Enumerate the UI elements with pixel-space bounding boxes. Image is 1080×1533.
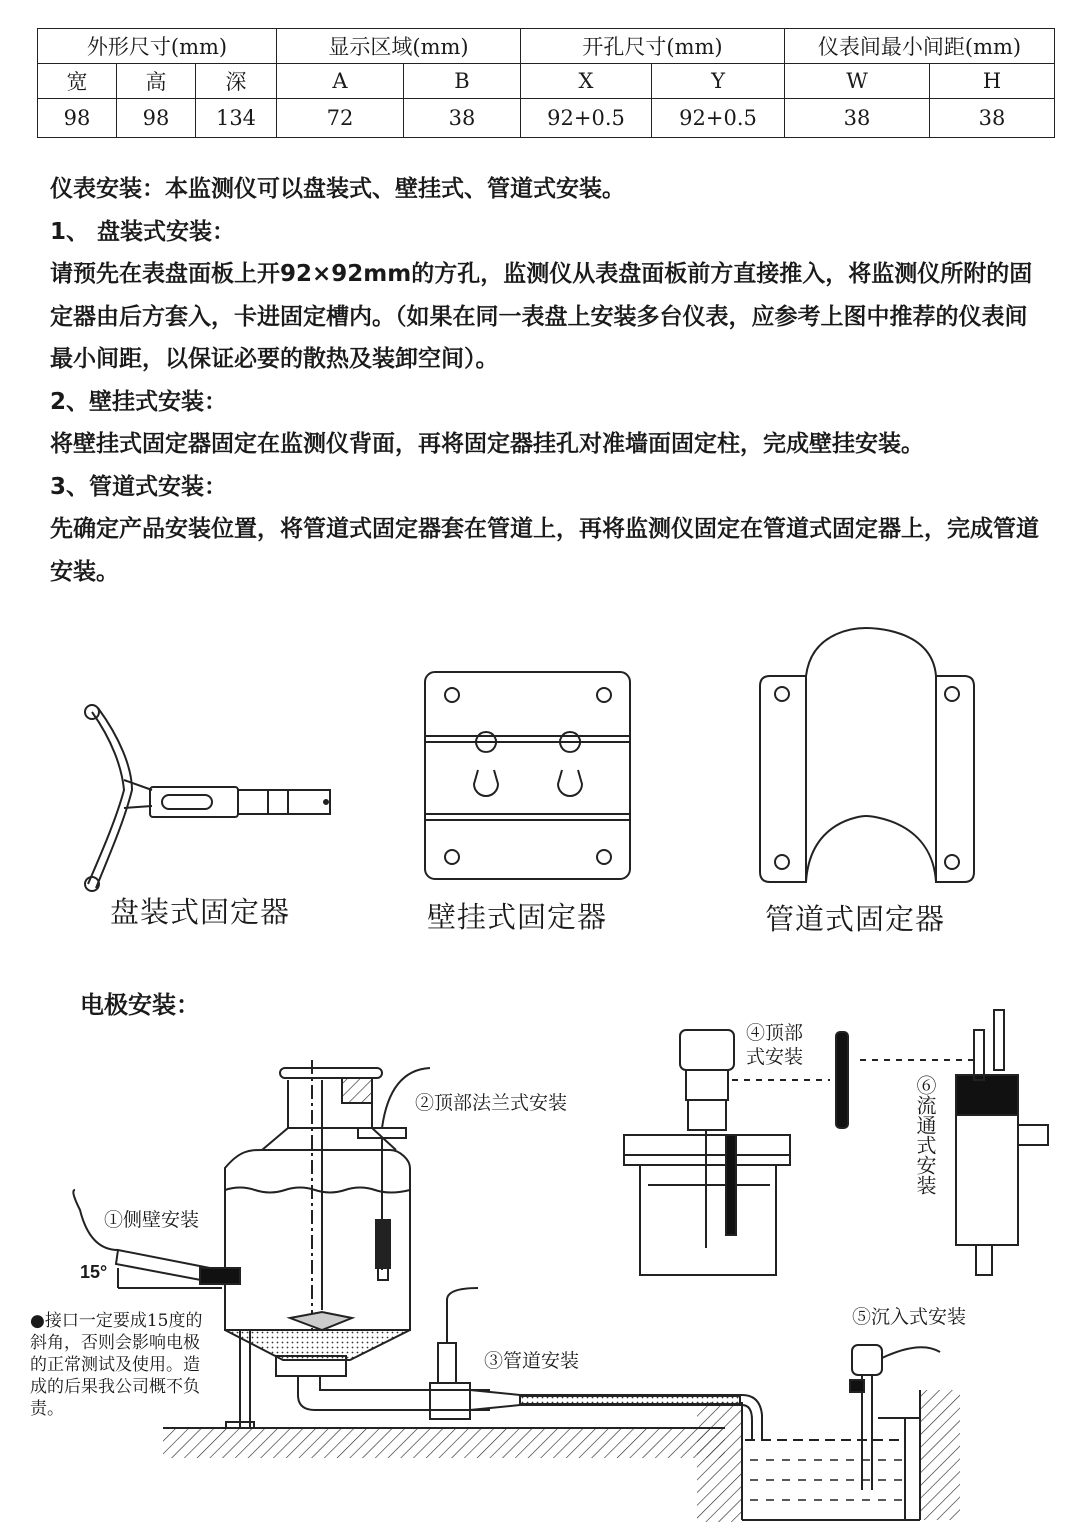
pipe-install-body: 先确定产品安装位置，将管道式固定器套在管道上，再将监测仪固定在管道式固定器上，完成管道安装。 [50,516,1039,585]
spec-sub-w: W [785,64,930,99]
spec-val-w: 38 [785,99,930,138]
spec-sub-b: B [404,64,521,99]
spec-sub-a: A [277,64,404,99]
angle-warning-note: ●接口一定要成15度的斜角，否则会影响电极的正常测试及使用。造成的后果我公司概不负责。 [30,1311,203,1419]
wall-fixture-drawing [425,672,630,879]
spec-sub-width: 宽 [38,64,117,99]
side-wall-install-label: ①侧壁安装 [104,1209,200,1231]
spec-val-height: 98 [117,99,196,138]
pipe-install-title: 3、管道式安装： [50,473,228,500]
spec-val-y: 92+0.5 [652,99,785,138]
submerged-install-label: ⑤沉入式安装 [852,1306,967,1328]
spec-val-a: 72 [277,99,404,138]
spec-sub-height: 高 [117,64,196,99]
panel-fixture-drawing [85,705,330,891]
spec-sub-y: Y [652,64,785,99]
pipe-fixture-caption: 管道式固定器 [765,902,946,936]
angle-label: 15° [80,1262,108,1282]
spec-val-x: 92+0.5 [521,99,652,138]
install-intro: 仪表安装：本监测仪可以盘装式、壁挂式、管道式安装。 [50,176,625,202]
spec-val-depth: 134 [196,99,277,138]
electrode-install-diagram [73,1010,1048,1522]
spec-group-display: 显示区域(mm) [277,29,521,64]
top-install-label-line1: ④顶部 [746,1022,804,1044]
spec-group-size: 外形尺寸(mm) [38,29,277,64]
pipe-fixture-drawing [760,628,974,882]
spec-sub-depth: 深 [196,64,277,99]
electrode-install-heading: 电极安装： [80,991,200,1019]
panel-fixture-caption: 盘装式固定器 [110,895,291,929]
flow-through-install-label: ⑥流通式安装 [913,1075,937,1195]
spec-sub-x: X [521,64,652,99]
wall-install-title: 2、壁挂式安装： [50,388,228,415]
spec-val-b: 38 [404,99,521,138]
top-flange-install-label: ②顶部法兰式安装 [415,1092,568,1114]
spec-group-cutout: 开孔尺寸(mm) [521,29,785,64]
panel-install-body: 请预先在表盘面板上开92×92mm的方孔，监测仪从表盘面板前方直接推入，将监测仪所附的固定器由后方套入，卡进固定槽内。（如果在同一表盘上安装多台仪表，应参考上图中推荐的仪表间最小间距，以保证必要的散热及装卸空间）。 [50,261,1033,372]
top-install-label-line2: 式安装 [746,1046,804,1068]
spec-group-spacing: 仪表间最小间距(mm) [785,29,1055,64]
spec-val-width: 98 [38,99,117,138]
spec-sub-h: H [930,64,1055,99]
spec-val-h: 38 [930,99,1055,138]
wall-fixture-caption: 壁挂式固定器 [427,900,608,934]
panel-install-title: 1、 盘装式安装： [50,218,236,245]
wall-install-body: 将壁挂式固定器固定在监测仪背面，再将固定器挂孔对准墙面固定柱，完成壁挂安装。 [50,431,924,457]
pipe-install-label: ③管道安装 [484,1350,580,1372]
